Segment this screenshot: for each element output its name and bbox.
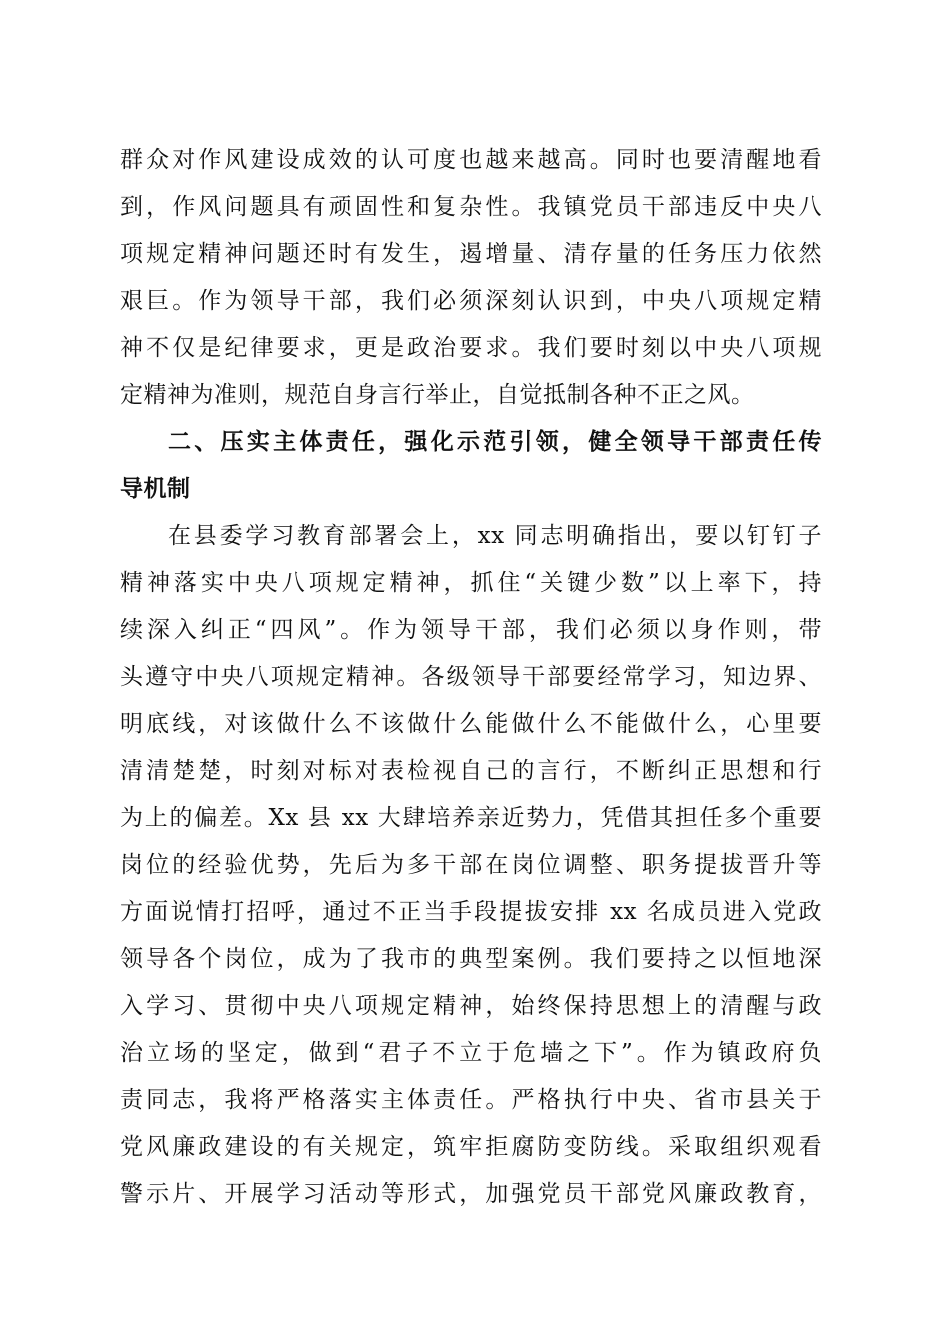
paragraph-line: 清清楚楚，时刻对标对表检视自己的言行，不断纠正思想和行 bbox=[120, 758, 822, 784]
section-heading: 导机制 bbox=[120, 476, 191, 502]
paragraph-line: 为上的偏差。Xx 县 xx 大肆培养亲近势力，凭借其担任多个重要 bbox=[120, 805, 822, 831]
paragraph-line: 神不仅是纪律要求，更是政治要求。我们要时刻以中央八项规 bbox=[120, 335, 822, 361]
paragraph-line: 治立场的坚定，做到“君子不立于危墙之下”。作为镇政府负 bbox=[120, 1040, 822, 1066]
paragraph-line: 责同志，我将严格落实主体责任。严格执行中央、省市县关于 bbox=[120, 1087, 822, 1113]
section-heading: 二、压实主体责任，强化示范引领，健全领导干部责任传 bbox=[168, 429, 822, 455]
paragraph-line: 到，作风问题具有顽固性和复杂性。我镇党员干部违反中央八 bbox=[120, 194, 822, 220]
paragraph-line: 明底线，对该做什么不该做什么能做什么不能做什么，心里要 bbox=[120, 711, 822, 737]
paragraph-line: 警示片、开展学习活动等形式，加强党员干部党风廉政教育， bbox=[120, 1181, 822, 1207]
paragraph-line: 岗位的经验优势，先后为多干部在岗位调整、职务提拔晋升等 bbox=[120, 852, 822, 878]
paragraph-line: 项规定精神问题还时有发生，遏增量、清存量的任务压力依然 bbox=[120, 241, 822, 267]
paragraph-line: 头遵守中央八项规定精神。各级领导干部要经常学习，知边界、 bbox=[120, 664, 822, 690]
paragraph-line: 领导各个岗位，成为了我市的典型案例。我们要持之以恒地深 bbox=[120, 946, 822, 972]
paragraph-line: 定精神为准则，规范自身言行举止，自觉抵制各种不正之风。 bbox=[120, 382, 755, 408]
paragraph-line: 方面说情打招呼，通过不正当手段提拔安排 xx 名成员进入党政 bbox=[120, 899, 822, 925]
paragraph-line: 续深入纠正“四风”。作为领导干部，我们必须以身作则，带 bbox=[120, 617, 822, 643]
paragraph-line: 精神落实中央八项规定精神，抓住“关键少数”以上率下，持 bbox=[120, 570, 822, 596]
paragraph-line: 党风廉政建设的有关规定，筑牢拒腐防变防线。采取组织观看 bbox=[120, 1134, 822, 1160]
paragraph-line: 艰巨。作为领导干部，我们必须深刻认识到，中央八项规定精 bbox=[120, 288, 822, 314]
paragraph-line: 在县委学习教育部署会上，xx 同志明确指出，要以钉钉子 bbox=[168, 523, 822, 549]
paragraph-line: 群众对作风建设成效的认可度也越来越高。同时也要清醒地看 bbox=[120, 147, 822, 173]
paragraph-line: 入学习、贯彻中央八项规定精神，始终保持思想上的清醒与政 bbox=[120, 993, 822, 1019]
